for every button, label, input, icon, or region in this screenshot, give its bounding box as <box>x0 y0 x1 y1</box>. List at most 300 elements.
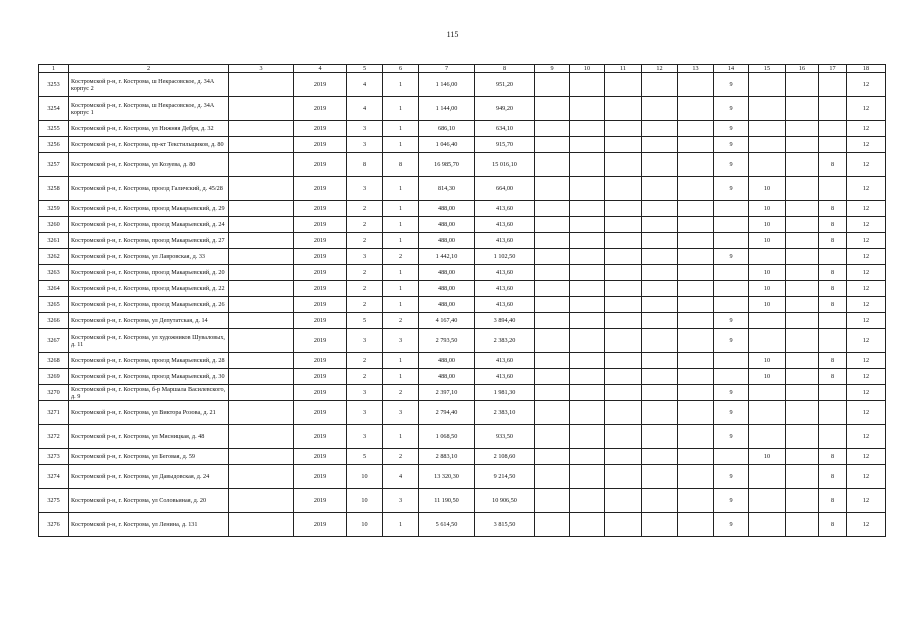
table-cell: 10 <box>347 513 383 537</box>
table-cell <box>714 233 749 249</box>
table-body <box>39 65 886 537</box>
table-cell: 2 <box>347 201 383 217</box>
table-cell <box>819 137 847 153</box>
table-cell <box>786 489 819 513</box>
table-cell: 488,00 <box>419 353 475 369</box>
column-header: 1 <box>39 65 69 73</box>
table-cell <box>642 401 678 425</box>
column-header: 8 <box>475 65 535 73</box>
address-cell: Костромской р-н, г. Кострома, ул Ленина, д. 131 <box>69 513 229 537</box>
table-cell: 10 <box>749 281 786 297</box>
table-cell <box>570 217 605 233</box>
column-header-row <box>39 65 886 73</box>
address-cell: Костромской р-н, г. Кострома, проезд Макарьевский, д. 20 <box>69 265 229 281</box>
table-cell: 3 <box>347 249 383 265</box>
table-cell: 2019 <box>294 353 347 369</box>
table-cell: 2 <box>383 313 419 329</box>
table-cell <box>786 73 819 97</box>
table-cell: 2019 <box>294 97 347 121</box>
table-cell <box>786 449 819 465</box>
table-cell <box>605 97 642 121</box>
table-cell <box>229 353 294 369</box>
table-cell <box>570 449 605 465</box>
table-cell <box>819 177 847 201</box>
table-cell: 2019 <box>294 73 347 97</box>
table-cell: 2 794,40 <box>419 401 475 425</box>
table-cell: 1 <box>383 369 419 385</box>
table-cell <box>642 137 678 153</box>
row-number-cell: 3260 <box>39 217 69 233</box>
table-cell <box>786 233 819 249</box>
table-cell <box>786 97 819 121</box>
table-cell <box>642 425 678 449</box>
table-cell: 8 <box>347 153 383 177</box>
table-cell: 2019 <box>294 385 347 401</box>
table-cell: 10 <box>749 265 786 281</box>
table-cell <box>605 369 642 385</box>
table-row <box>39 249 886 265</box>
table-cell: 2 397,10 <box>419 385 475 401</box>
table-cell: 1 <box>383 297 419 313</box>
table-cell: 9 <box>714 313 749 329</box>
table-cell <box>535 265 570 281</box>
table-cell: 16 985,70 <box>419 153 475 177</box>
table-cell: 2019 <box>294 401 347 425</box>
table-cell: 10 <box>749 297 786 313</box>
table-cell <box>749 329 786 353</box>
address-cell: Костромской р-н, г. Кострома, ул Соловьиная, д. 20 <box>69 489 229 513</box>
address-cell: Костромской р-н, г. Кострома, ул Депутатская, д. 14 <box>69 313 229 329</box>
table-cell: 5 614,50 <box>419 513 475 537</box>
table-cell: 4 <box>383 465 419 489</box>
table-cell <box>714 217 749 233</box>
table-cell <box>678 281 714 297</box>
table-cell <box>570 465 605 489</box>
table-cell: 1 <box>383 137 419 153</box>
table-cell <box>570 313 605 329</box>
table-cell: 933,50 <box>475 425 535 449</box>
table-cell: 1 <box>383 97 419 121</box>
row-number-cell: 3261 <box>39 233 69 249</box>
table-cell <box>749 313 786 329</box>
table-cell <box>714 369 749 385</box>
table-cell: 8 <box>819 217 847 233</box>
table-cell: 12 <box>847 369 886 385</box>
row-number-cell: 3265 <box>39 297 69 313</box>
table-cell: 9 <box>714 177 749 201</box>
table-cell: 413,60 <box>475 297 535 313</box>
table-cell <box>786 513 819 537</box>
row-number-cell: 3273 <box>39 449 69 465</box>
table-cell <box>678 97 714 121</box>
table-cell: 8 <box>819 489 847 513</box>
table-cell: 10 <box>749 233 786 249</box>
table-cell: 1 <box>383 73 419 97</box>
table-cell: 3 <box>347 329 383 353</box>
table-cell <box>229 449 294 465</box>
row-number-cell: 3264 <box>39 281 69 297</box>
table-row <box>39 217 886 233</box>
table-cell <box>570 177 605 201</box>
table-cell: 814,30 <box>419 177 475 201</box>
address-cell: Костромской р-н, г. Кострома, б-р Маршала Василевского, д. 9 <box>69 385 229 401</box>
table-cell: 3 <box>347 401 383 425</box>
address-cell: Костромской р-н, г. Кострома, ул Виктора Розова, д. 21 <box>69 401 229 425</box>
table-cell <box>535 233 570 249</box>
table-cell <box>714 297 749 313</box>
table-cell <box>229 313 294 329</box>
row-number-cell: 3272 <box>39 425 69 449</box>
table-cell: 2 <box>347 281 383 297</box>
table-cell <box>570 401 605 425</box>
table-cell <box>642 385 678 401</box>
table-cell: 2 383,20 <box>475 329 535 353</box>
table-cell: 8 <box>819 281 847 297</box>
table-cell: 2 <box>383 449 419 465</box>
table-cell: 9 214,50 <box>475 465 535 489</box>
address-cell: Костромской р-н, г. Кострома, проезд Галичский, д. 45/28 <box>69 177 229 201</box>
table-cell: 2019 <box>294 313 347 329</box>
table-cell: 2019 <box>294 369 347 385</box>
table-cell <box>605 73 642 97</box>
address-cell: Костромской р-н, г. Кострома, ул Давыдовская, д. 24 <box>69 465 229 489</box>
table-cell <box>642 97 678 121</box>
table-cell <box>535 73 570 97</box>
table-cell: 10 <box>347 489 383 513</box>
table-cell <box>605 385 642 401</box>
table-cell: 9 <box>714 153 749 177</box>
table-cell <box>819 249 847 265</box>
table-cell <box>535 385 570 401</box>
table-cell <box>749 489 786 513</box>
table-cell <box>570 489 605 513</box>
table-cell <box>535 217 570 233</box>
row-number-cell: 3268 <box>39 353 69 369</box>
table-cell: 2 <box>347 297 383 313</box>
address-cell: Костромской р-н, г. Кострома, ш Некрасовское, д. 34А корпус 2 <box>69 73 229 97</box>
row-number-cell: 3256 <box>39 137 69 153</box>
table-cell <box>535 329 570 353</box>
column-header: 5 <box>347 65 383 73</box>
column-header: 13 <box>678 65 714 73</box>
table-cell: 4 <box>347 73 383 97</box>
table-cell: 413,60 <box>475 281 535 297</box>
table-cell: 3 <box>383 401 419 425</box>
table-cell: 413,60 <box>475 217 535 233</box>
table-cell: 8 <box>819 201 847 217</box>
table-cell: 8 <box>819 465 847 489</box>
table-cell <box>678 369 714 385</box>
table-cell <box>570 369 605 385</box>
table-cell: 951,20 <box>475 73 535 97</box>
table-cell: 10 906,50 <box>475 489 535 513</box>
table-cell: 488,00 <box>419 297 475 313</box>
table-cell <box>678 249 714 265</box>
address-cell: Костромской р-н, г. Кострома, проезд Макарьевский, д. 26 <box>69 297 229 313</box>
table-cell: 3 <box>347 385 383 401</box>
table-cell: 915,70 <box>475 137 535 153</box>
table-cell <box>570 249 605 265</box>
column-header: 4 <box>294 65 347 73</box>
table-row <box>39 121 886 137</box>
table-cell: 488,00 <box>419 217 475 233</box>
table-cell: 2 <box>347 353 383 369</box>
row-number-cell: 3253 <box>39 73 69 97</box>
table-cell <box>642 297 678 313</box>
table-row <box>39 281 886 297</box>
table-cell <box>535 313 570 329</box>
table-cell: 12 <box>847 489 886 513</box>
table-cell <box>749 137 786 153</box>
address-cell: Костромской р-н, г. Кострома, ул Лавровская, д. 33 <box>69 249 229 265</box>
table-cell: 12 <box>847 97 886 121</box>
table-cell <box>678 513 714 537</box>
table-cell <box>642 329 678 353</box>
table-cell: 9 <box>714 73 749 97</box>
table-cell: 3 <box>383 489 419 513</box>
table-cell: 10 <box>347 465 383 489</box>
table-cell: 634,10 <box>475 121 535 137</box>
table-cell: 9 <box>714 137 749 153</box>
table-row <box>39 153 886 177</box>
table-cell <box>535 97 570 121</box>
column-header: 16 <box>786 65 819 73</box>
table-cell <box>819 121 847 137</box>
table-cell: 2019 <box>294 217 347 233</box>
table-cell <box>819 73 847 97</box>
address-cell: Костромской р-н, г. Кострома, проезд Макарьевский, д. 30 <box>69 369 229 385</box>
table-cell: 1 981,30 <box>475 385 535 401</box>
table-cell <box>642 313 678 329</box>
table-cell: 2019 <box>294 281 347 297</box>
table-cell <box>642 281 678 297</box>
table-cell <box>749 121 786 137</box>
table-cell <box>535 401 570 425</box>
table-cell <box>678 177 714 201</box>
table-cell: 12 <box>847 153 886 177</box>
table-cell <box>229 233 294 249</box>
table-cell: 1 046,40 <box>419 137 475 153</box>
address-cell: Костромской р-н, г. Кострома, ул Козуева, д. 80 <box>69 153 229 177</box>
table-cell: 9 <box>714 489 749 513</box>
table-cell <box>605 401 642 425</box>
table-row <box>39 329 886 353</box>
table-cell: 8 <box>819 353 847 369</box>
table-cell: 3 <box>347 177 383 201</box>
table-row <box>39 385 886 401</box>
table-cell <box>786 425 819 449</box>
table-cell: 4 167,40 <box>419 313 475 329</box>
column-header: 3 <box>229 65 294 73</box>
table-cell <box>749 425 786 449</box>
table-cell <box>786 137 819 153</box>
table-cell <box>570 425 605 449</box>
table-cell <box>819 329 847 353</box>
table-cell <box>786 385 819 401</box>
table-cell <box>605 265 642 281</box>
table-cell: 8 <box>819 513 847 537</box>
table-cell: 8 <box>819 265 847 281</box>
table-cell: 15 016,10 <box>475 153 535 177</box>
table-cell: 9 <box>714 121 749 137</box>
table-cell <box>678 121 714 137</box>
table-cell: 2 <box>383 249 419 265</box>
table-cell <box>642 217 678 233</box>
table-row <box>39 297 886 313</box>
table-cell: 2019 <box>294 513 347 537</box>
table-cell: 3 <box>383 329 419 353</box>
table-cell <box>642 449 678 465</box>
table-cell <box>605 329 642 353</box>
table-cell: 5 <box>347 313 383 329</box>
table-row <box>39 265 886 281</box>
table-cell <box>229 489 294 513</box>
table-cell <box>229 281 294 297</box>
table-cell <box>786 249 819 265</box>
table-cell <box>570 97 605 121</box>
table-cell <box>535 249 570 265</box>
table-cell: 2019 <box>294 153 347 177</box>
table-cell <box>819 385 847 401</box>
table-cell: 1 <box>383 201 419 217</box>
table-cell <box>819 97 847 121</box>
table-cell: 1 <box>383 425 419 449</box>
table-cell <box>570 153 605 177</box>
table-cell: 12 <box>847 353 886 369</box>
table-cell: 1 <box>383 233 419 249</box>
row-number-cell: 3254 <box>39 97 69 121</box>
table-cell <box>678 201 714 217</box>
table-cell <box>678 401 714 425</box>
table-cell <box>642 233 678 249</box>
table-cell: 12 <box>847 201 886 217</box>
table-cell <box>535 121 570 137</box>
table-cell <box>605 233 642 249</box>
table-cell: 12 <box>847 425 886 449</box>
table-cell <box>642 369 678 385</box>
table-cell: 488,00 <box>419 369 475 385</box>
address-cell: Костромской р-н, г. Кострома, проезд Макарьевский, д. 27 <box>69 233 229 249</box>
table-cell: 10 <box>749 201 786 217</box>
table-cell: 8 <box>819 449 847 465</box>
table-cell <box>229 297 294 313</box>
column-header: 14 <box>714 65 749 73</box>
table-cell: 1 146,00 <box>419 73 475 97</box>
table-cell <box>819 425 847 449</box>
table-cell: 2019 <box>294 137 347 153</box>
table-cell <box>749 97 786 121</box>
row-number-cell: 3257 <box>39 153 69 177</box>
table-cell <box>714 353 749 369</box>
table-cell: 488,00 <box>419 265 475 281</box>
table-cell: 1 <box>383 281 419 297</box>
table-cell <box>570 385 605 401</box>
table-cell: 2 <box>347 233 383 249</box>
address-cell: Костромской р-н, г. Кострома, ш Некрасовское, д. 34А корпус 1 <box>69 97 229 121</box>
table-cell: 9 <box>714 385 749 401</box>
address-cell: Костромской р-н, г. Кострома, пр-кт Текстильщиков, д. 80 <box>69 137 229 153</box>
address-cell: Костромской р-н, г. Кострома, проезд Макарьевский, д. 28 <box>69 353 229 369</box>
table-cell: 3 <box>347 425 383 449</box>
table-cell: 12 <box>847 217 886 233</box>
address-cell: Костромской р-н, г. Кострома, проезд Макарьевский, д. 24 <box>69 217 229 233</box>
table-row <box>39 465 886 489</box>
table-cell <box>605 201 642 217</box>
table-row <box>39 73 886 97</box>
table-cell: 2019 <box>294 449 347 465</box>
table-cell <box>229 385 294 401</box>
table-cell: 12 <box>847 329 886 353</box>
table-cell <box>229 513 294 537</box>
table-cell: 9 <box>714 249 749 265</box>
table-cell <box>570 281 605 297</box>
table-cell: 3 <box>347 121 383 137</box>
table-cell <box>678 313 714 329</box>
table-cell: 2019 <box>294 329 347 353</box>
table-cell <box>229 121 294 137</box>
table-cell <box>749 73 786 97</box>
table-cell: 413,60 <box>475 353 535 369</box>
table-cell <box>229 465 294 489</box>
table-row <box>39 137 886 153</box>
table-cell <box>229 265 294 281</box>
table-row <box>39 201 886 217</box>
table-cell <box>229 153 294 177</box>
table-cell: 12 <box>847 297 886 313</box>
table-cell: 3 894,40 <box>475 313 535 329</box>
table-cell <box>786 369 819 385</box>
table-cell: 12 <box>847 313 886 329</box>
table-cell: 12 <box>847 121 886 137</box>
column-header: 6 <box>383 65 419 73</box>
table-cell <box>605 353 642 369</box>
table-cell: 1 <box>383 265 419 281</box>
table-cell <box>714 201 749 217</box>
table-cell: 8 <box>819 153 847 177</box>
table-cell: 1 068,50 <box>419 425 475 449</box>
table-cell: 2019 <box>294 425 347 449</box>
table-cell <box>605 177 642 201</box>
table-cell <box>605 465 642 489</box>
registry-table <box>38 64 886 537</box>
table-cell: 1 <box>383 121 419 137</box>
table-cell: 10 <box>749 217 786 233</box>
table-cell <box>605 217 642 233</box>
column-header: 10 <box>570 65 605 73</box>
table-cell <box>229 217 294 233</box>
table-cell <box>678 385 714 401</box>
table-cell: 2019 <box>294 465 347 489</box>
table-cell <box>642 153 678 177</box>
table-row <box>39 401 886 425</box>
table-cell <box>786 121 819 137</box>
row-number-cell: 3271 <box>39 401 69 425</box>
column-header: 15 <box>749 65 786 73</box>
table-cell <box>749 385 786 401</box>
row-number-cell: 3276 <box>39 513 69 537</box>
table-cell <box>786 153 819 177</box>
table-cell <box>678 137 714 153</box>
table-cell <box>642 201 678 217</box>
row-number-cell: 3258 <box>39 177 69 201</box>
table-cell <box>605 121 642 137</box>
table-cell: 8 <box>383 153 419 177</box>
table-cell: 413,60 <box>475 369 535 385</box>
table-cell <box>786 329 819 353</box>
table-cell <box>786 217 819 233</box>
table-cell: 9 <box>714 513 749 537</box>
row-number-cell: 3263 <box>39 265 69 281</box>
